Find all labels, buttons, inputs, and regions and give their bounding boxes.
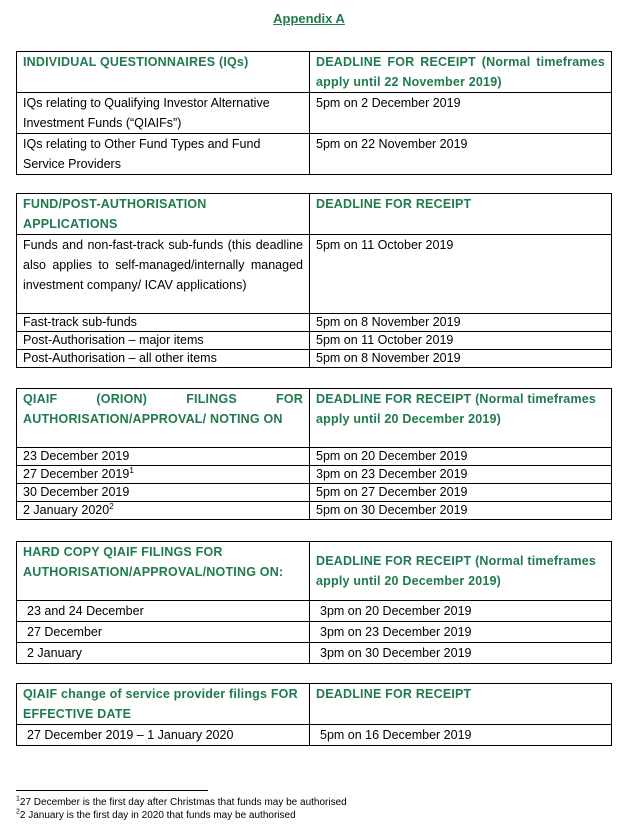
row-deadline: 5pm on 11 October 2019 xyxy=(310,235,612,314)
header-right: DEADLINE FOR RECEIPT xyxy=(310,684,612,725)
footnote-divider xyxy=(16,790,208,791)
row-item: Post-Authorisation – all other items xyxy=(17,350,310,368)
row-item-text: 2 January 2020 xyxy=(23,503,110,517)
row-deadline: 3pm on 30 December 2019 xyxy=(310,643,612,664)
iq-deadlines-table xyxy=(16,51,612,175)
header-right: DEADLINE FOR RECEIPT (Normal timeframes apply until 20 December 2019) xyxy=(310,542,612,601)
table-row xyxy=(17,466,612,484)
row-item: 30 December 2019 xyxy=(17,484,310,502)
row-deadline: 5pm on 2 December 2019 xyxy=(310,93,612,134)
row-deadline: 5pm on 8 November 2019 xyxy=(310,350,612,368)
fund-authorisation-table xyxy=(16,193,612,368)
table-row xyxy=(17,235,612,314)
table-row xyxy=(17,93,612,134)
row-item: Post-Authorisation – major items xyxy=(17,332,310,350)
row-item: 27 December 2019 – 1 January 2020 xyxy=(17,725,310,746)
row-deadline: 3pm on 23 December 2019 xyxy=(310,466,612,484)
header-left: FUND/POST-AUTHORISATION APPLICATIONS xyxy=(17,194,310,235)
row-item: IQs relating to Other Fund Types and Fund Service Providers xyxy=(17,134,310,175)
row-deadline: 5pm on 11 October 2019 xyxy=(310,332,612,350)
table-header-row xyxy=(17,52,612,93)
footnote-ref: 1 xyxy=(129,465,134,475)
hard-copy-qiaif-table xyxy=(16,541,612,664)
table-header-row xyxy=(17,684,612,725)
row-deadline: 3pm on 20 December 2019 xyxy=(310,601,612,622)
table-row xyxy=(17,350,612,368)
table-row xyxy=(17,502,612,520)
footnote-mark: 2 xyxy=(16,808,20,816)
row-item-text: 27 December 2019 xyxy=(23,467,130,481)
row-deadline: 5pm on 16 December 2019 xyxy=(310,725,612,746)
table-row xyxy=(17,601,612,622)
row-deadline: 5pm on 30 December 2019 xyxy=(310,502,612,520)
qiaif-orion-table xyxy=(16,388,612,520)
row-item: Funds and non-fast-track sub-funds (this deadline also applies to self-managed/internally managed investment company/ ICAV applications) xyxy=(17,235,310,314)
row-item: 27 December xyxy=(17,622,310,643)
row-deadline: 5pm on 27 December 2019 xyxy=(310,484,612,502)
row-item: 23 December 2019 xyxy=(17,448,310,466)
footnote-2 xyxy=(16,810,296,822)
row-item xyxy=(17,466,310,484)
footnote-ref: 2 xyxy=(109,501,114,511)
header-left: QIAIF change of service provider filings FOR EFFECTIVE DATE xyxy=(17,684,310,725)
table-header-row xyxy=(17,542,612,601)
header-right: DEADLINE FOR RECEIPT (Normal timeframes apply until 22 November 2019) xyxy=(310,52,612,93)
footnote-mark: 1 xyxy=(16,795,20,803)
table-row xyxy=(17,622,612,643)
row-item: 2 January xyxy=(17,643,310,664)
table-row xyxy=(17,332,612,350)
row-deadline: 5pm on 8 November 2019 xyxy=(310,314,612,332)
table-header-row xyxy=(17,389,612,448)
header-right: DEADLINE FOR RECEIPT (Normal timeframes apply until 20 December 2019) xyxy=(310,389,612,448)
table-row xyxy=(17,725,612,746)
table-row xyxy=(17,643,612,664)
page-title: Appendix A xyxy=(273,11,345,26)
header-left: HARD COPY QIAIF FILINGS FOR AUTHORISATION/APPROVAL/NOTING ON: xyxy=(17,542,310,601)
table-row xyxy=(17,314,612,332)
footnote-text: 27 December is the first day after Christmas that funds may be authorised xyxy=(19,797,347,808)
table-header-row xyxy=(17,194,612,235)
row-item: Fast-track sub-funds xyxy=(17,314,310,332)
change-of-service-provider-table xyxy=(16,683,612,746)
row-deadline: 5pm on 20 December 2019 xyxy=(310,448,612,466)
table-row xyxy=(17,448,612,466)
row-deadline: 5pm on 22 November 2019 xyxy=(310,134,612,175)
header-left: QIAIF (ORION) FILINGS FOR AUTHORISATION/APPROVAL/ NOTING ON xyxy=(17,389,310,448)
row-item xyxy=(17,502,310,520)
footnote-text: 2 January is the first day in 2020 that funds may be authorised xyxy=(19,810,296,821)
row-item: 23 and 24 December xyxy=(17,601,310,622)
header-right: DEADLINE FOR RECEIPT xyxy=(310,194,612,235)
footnote-1 xyxy=(16,797,347,809)
table-row xyxy=(17,134,612,175)
header-left: INDIVIDUAL QUESTIONNAIRES (IQs) xyxy=(17,52,310,93)
row-deadline: 3pm on 23 December 2019 xyxy=(310,622,612,643)
table-row xyxy=(17,484,612,502)
row-item: IQs relating to Qualifying Investor Alternative Investment Funds (“QIAIFs”) xyxy=(17,93,310,134)
